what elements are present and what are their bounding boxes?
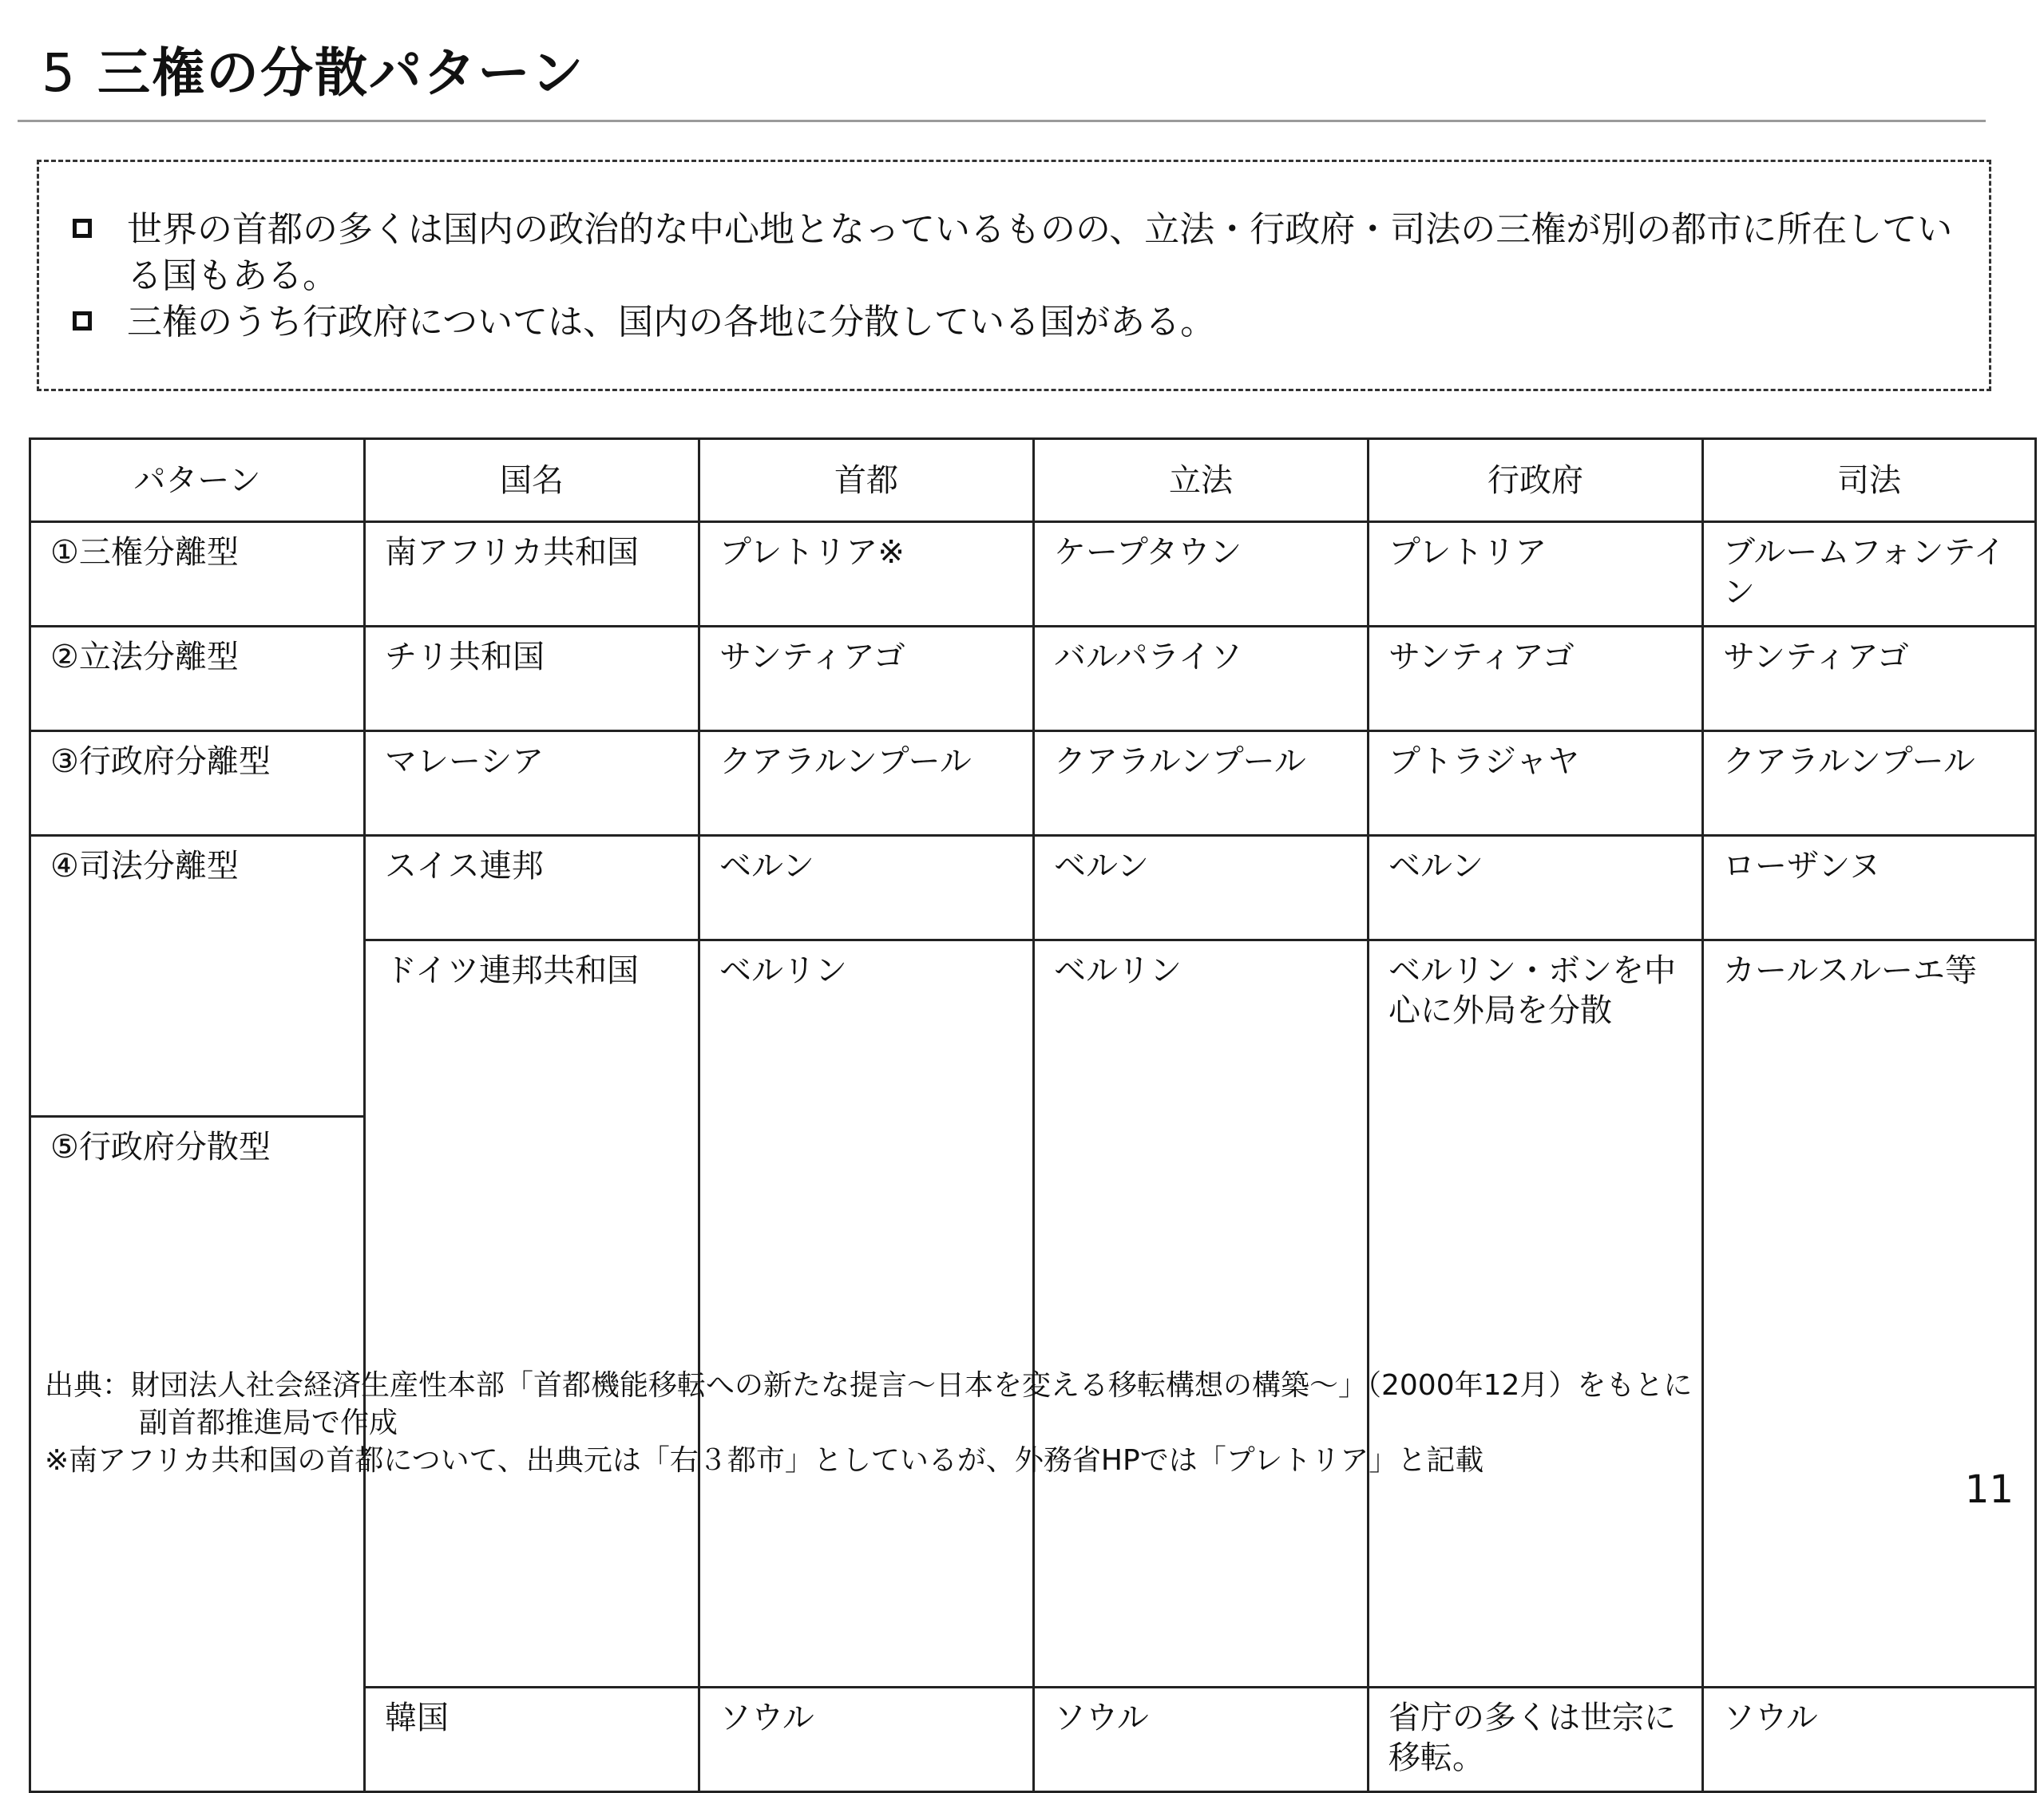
pattern-label: ③行政府分離型	[30, 731, 365, 836]
header-legislature: 立法	[1034, 439, 1369, 522]
separation-patterns-table	[29, 437, 2037, 1793]
source-footnote	[45, 1367, 1692, 1479]
cell-judiciary: カールスルーエ等	[1703, 940, 2036, 1688]
cell-executive: サンティアゴ	[1369, 627, 1703, 731]
cell-country: 韓国	[365, 1688, 699, 1792]
source-line: 出典：財団法人社会経済生産性本部「首都機能移転への新たな提言～日本を変える移転構想の構築～」（2000年12月）をもとに	[45, 1369, 1693, 1402]
cell-legislature: ソウル	[1034, 1688, 1369, 1792]
table-row	[30, 522, 2036, 627]
header-country: 国名	[365, 439, 699, 522]
cell-country: ドイツ連邦共和国	[365, 940, 699, 1688]
table-row	[30, 836, 2036, 940]
cell-legislature: バルパライソ	[1034, 627, 1369, 731]
pattern-label: ⑤行政府分散型	[30, 1117, 365, 1792]
page-number: 11	[1964, 1467, 2014, 1512]
cell-judiciary: ソウル	[1703, 1688, 2036, 1792]
cell-legislature: ベルリン	[1034, 940, 1369, 1688]
cell-country: 南アフリカ共和国	[365, 522, 699, 627]
cell-executive: ベルリン・ボンを中心に外局を分散	[1369, 940, 1703, 1688]
summary-box	[37, 160, 1991, 391]
cell-capital: ベルン	[699, 836, 1034, 940]
pattern-label: ②立法分離型	[30, 627, 365, 731]
cell-judiciary: ブルームフォンテイン	[1703, 522, 2036, 627]
table-header-row	[30, 439, 2036, 522]
cell-judiciary: クアラルンプール	[1703, 731, 2036, 836]
pattern-label: ①三権分離型	[30, 522, 365, 627]
summary-bullet	[63, 207, 1957, 299]
title-number: 5	[42, 42, 77, 104]
cell-country: マレーシア	[365, 731, 699, 836]
page-title	[42, 30, 585, 106]
square-bullet-icon	[73, 311, 92, 330]
header-pattern: パターン	[30, 439, 365, 522]
pattern-label: ④司法分離型	[30, 836, 365, 1117]
cell-legislature: ケープタウン	[1034, 522, 1369, 627]
cell-capital: クアラルンプール	[699, 731, 1034, 836]
cell-capital: サンティアゴ	[699, 627, 1034, 731]
capital-note: ※南アフリカ共和国の首都について、出典元は「右３都市」としているが、外務省HPでは「プレトリア」と記載	[45, 1444, 1484, 1477]
cell-executive: 省庁の多くは世宗に移転。	[1369, 1688, 1703, 1792]
cell-country: チリ共和国	[365, 627, 699, 731]
square-bullet-icon	[73, 219, 92, 238]
cell-legislature: クアラルンプール	[1034, 731, 1369, 836]
cell-judiciary: サンティアゴ	[1703, 627, 2036, 731]
cell-executive: ベルン	[1369, 836, 1703, 940]
title-divider	[18, 120, 1986, 122]
cell-capital: ベルリン	[699, 940, 1034, 1688]
summary-bullets	[39, 162, 1989, 346]
header-executive: 行政府	[1369, 439, 1703, 522]
table-row	[30, 731, 2036, 836]
header-judiciary: 司法	[1703, 439, 2036, 522]
cell-country: スイス連邦	[365, 836, 699, 940]
cell-executive: プレトリア	[1369, 522, 1703, 627]
cell-capital: プレトリア※	[699, 522, 1034, 627]
cell-executive: プトラジャヤ	[1369, 731, 1703, 836]
source-line-continued: 副首都推進局で作成	[139, 1407, 398, 1439]
cell-judiciary: ローザンヌ	[1703, 836, 2036, 940]
summary-bullet-text: 世界の首都の多くは国内の政治的な中心地となっているものの、立法・行政府・司法の三権が別の都市に所在している国もある。	[127, 209, 1953, 296]
summary-bullet-text: 三権のうち行政府については、国内の各地に分散している国がある。	[127, 302, 1216, 342]
table-row	[30, 627, 2036, 731]
title-text: 三権の分散パターン	[97, 42, 585, 104]
cell-legislature: ベルン	[1034, 836, 1369, 940]
header-capital: 首都	[699, 439, 1034, 522]
cell-capital: ソウル	[699, 1688, 1034, 1792]
summary-bullet	[63, 299, 1957, 346]
